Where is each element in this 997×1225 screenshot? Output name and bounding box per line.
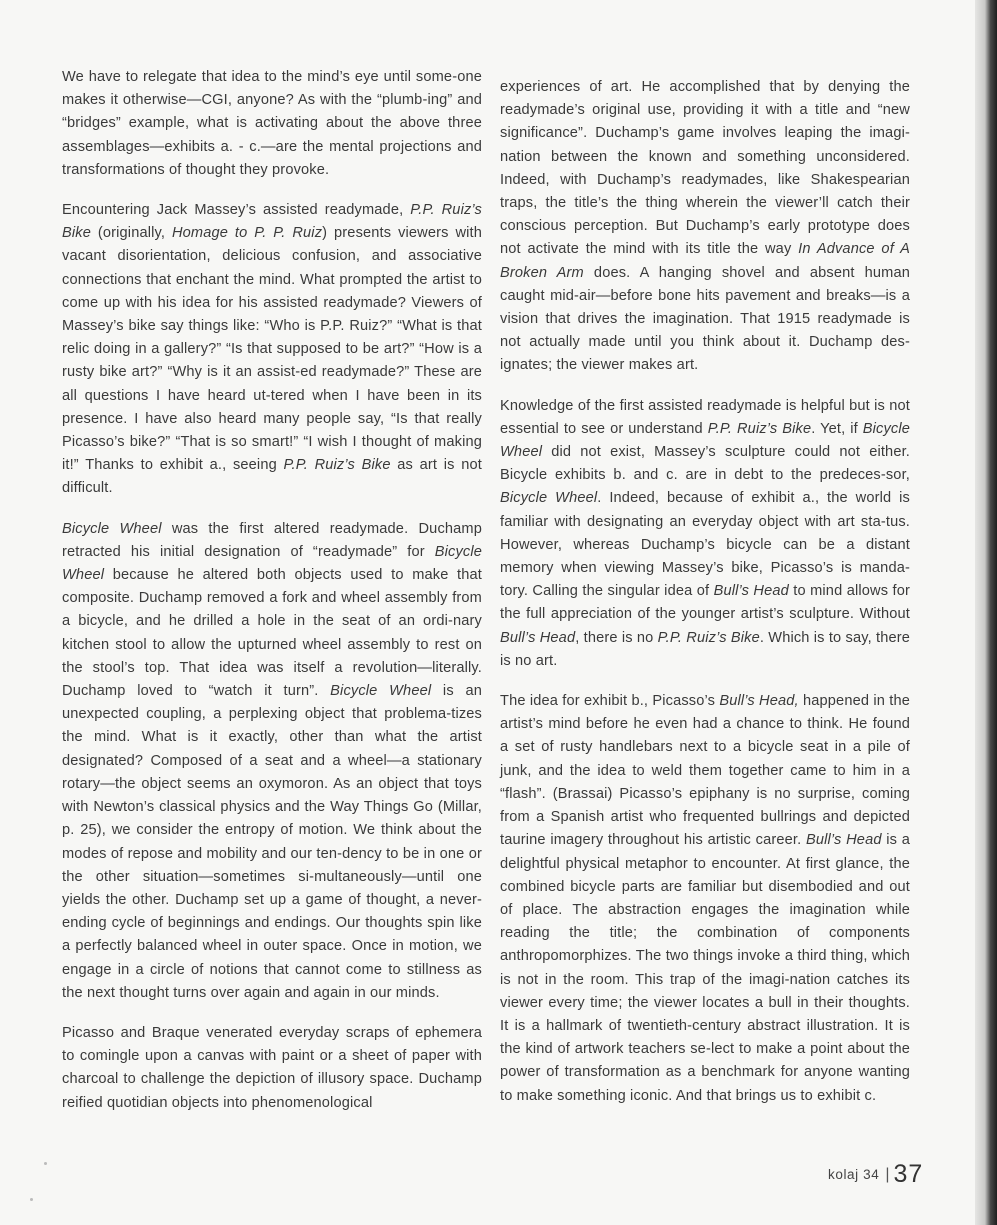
- artwork-title: Bull’s Head,: [719, 693, 799, 710]
- paper-speck: [44, 1162, 47, 1165]
- artwork-title: Bicycle Wheel: [62, 543, 482, 584]
- left-paragraph-2: Encountering Jack Massey’s assisted readymade, P.P. Ruiz’s Bike (originally, Homage to P. P. Ruiz) presents viewers with vacant disorientation, delicious confusion, and associative connections that enchant the mind. What prompted the artist to come up with his idea for his assisted readymade? Viewers of Massey’s bike say things like: “Who is P.P. Ruiz?” “What is that relic doing in a gallery?” “Is that supposed to be art?” “How is a rusty bike art?” “Why is it an assist-ed readymade?” These are all questions I have heard ut-tered when I have been in its presence. I have also heard many people say, “Is that really Picasso’s bike?” “That is so smart!” “I wish I thought of making it!” Thanks to exhibit a., seeing P.P. Ruiz’s Bike as art is not difficult.: [62, 202, 482, 497]
- page-footer: [828, 1160, 923, 1189]
- artwork-title: Bicycle Wheel: [330, 683, 432, 700]
- artwork-title: Bicycle Wheel: [62, 520, 162, 537]
- left-paragraph-4: Picasso and Braque venerated everyday scraps of ephemera to comingle upon a canvas with paint or a sheet of paper with charcoal to challenge the depiction of illusory space. Duchamp reified quotidian objects into phenomenological: [62, 1024, 482, 1111]
- artwork-title: Bull’s Head: [500, 629, 576, 646]
- publication-name: kolaj 34: [828, 1167, 880, 1182]
- right-column: [500, 76, 910, 1125]
- artwork-title: In Advance of A Broken Arm: [500, 241, 910, 281]
- left-paragraph-3: Bicycle Wheel was the first altered readymade. Duchamp retracted his initial designation of “readymade” for Bicycle Wheel because he altered both objects used to make that composite. Duchamp removed a fork and wheel assembly from a bicycle, and he drilled a hole in the seat of an ordi-nary kitchen stool to allow the upturned wheel assembly to rest on the stool’s top. That idea was itself a revolution—literally. Duchamp loved to “watch it turn”. Bicycle Wheel is an unexpected coupling, a perplexing object that problema-tizes the mind. What is it exactly, other than what the artist designated? Composed of a seat and a wheel—a stationary rotary—the object seems an oxymoron. As an object that toys with Newton’s classical physics and the Way Things Go (Millar, p. 25), we consider the entropy of motion. We think about the modes of repose and mobility and our ten-dency to be in one or the other situation—sometimes si-multaneously—until one yields the other. Duchamp set up a game of thought, a never-ending cycle of beginnings and endings. Our thoughts spin like a perfectly balanced wheel in outer space. Once in motion, we engage in a circle of notions that cannot come to stillness as the next thought turns over again and again in our minds.: [62, 520, 482, 1001]
- right-paragraph-1: experiences of art. He accomplished that by denying the readymade’s original use, providing it with a title and “new significance”. Duchamp’s game involves leaping the imagi-nation between the known and something unconsidered. Indeed, with Duchamp’s readymades, like Shakespearian traps, the title’s the thing wherein the viewer’ll catch their conscious perception. But Duchamp’s early prototype does not activate the mind with its title the way In Advance of A Broken Arm does. A hanging shovel and absent human caught mid-air—before bone hits pavement and breaks—is a vision that drives the imagination. That 1915 readymade is not actually made until you think about it. Duchamp des-ignates; the viewer makes art.: [500, 79, 910, 374]
- page-number: 37: [893, 1160, 924, 1188]
- artwork-title: P.P. Ruiz’s Bike: [283, 457, 391, 474]
- artwork-title: Bull’s Head: [713, 583, 789, 600]
- artwork-title: Homage to P. P. Ruiz: [171, 225, 323, 242]
- footer-separator: |: [885, 1165, 890, 1183]
- right-paragraph-3: The idea for exhibit b., Picasso’s Bull’s Head, happened in the artist’s mind before he even had a chance to think. He found a set of rusty handlebars next to a bicycle seat in a pile of junk, and the idea to weld them together came to him in a “flash”. (Brassai) Picasso’s epiphany is no surprise, coming from a Spanish artist who frequented bullrings and depicted taurine imagery throughout his artistic career. Bull’s Head is a delightful physical metaphor to encounter. At first glance, the combined bicycle parts are familiar but disembodied and out of place. The abstraction engages the imagination while reading the title; the combination of components anthropomorphizes. The two things invoke a third thing, which is not in the room. This trap of the imagi-nation catches its viewer every time; the viewer locates a bull in their thoughts. It is a hallmark of twentieth-century abstract illustration. It is the kind of artwork teachers se-lect to make a point about the power of transformation as a benchmark for anyone wanting to make something iconic. And that brings us to exhibit c.: [500, 693, 911, 1104]
- paper-speck: [30, 1198, 33, 1201]
- binding-shadow: [975, 0, 997, 1225]
- left-column: [62, 66, 482, 1132]
- right-paragraph-2: Knowledge of the first assisted readymade is helpful but is not essential to see or understand P.P. Ruiz’s Bike. Yet, if Bicycle Wheel did not exist, Massey’s sculpture could not either. Bicycle exhibits b. and c. are in debt to the predeces-sor, Bicycle Wheel. Indeed, because of exhibit a., the world is familiar with designating an everyday object with art sta-tus. However, whereas Duchamp’s bicycle can be a distant memory when viewing Massey’s bike, Picasso’s is manda-tory. Calling the singular idea of Bull’s Head to mind allows for the full appreciation of the younger artist’s sculpture. Without Bull’s Head, there is no P.P. Ruiz’s Bike. Which is to say, there is no art.: [500, 397, 911, 669]
- artwork-title: P.P. Ruiz’s Bike: [62, 202, 482, 242]
- artwork-title: Bull’s Head: [805, 832, 882, 849]
- artwork-title: P.P. Ruiz’s Bike: [707, 420, 812, 437]
- artwork-title: Bicycle Wheel: [500, 420, 910, 461]
- left-paragraph-1: We have to relegate that idea to the mind’s eye until some-one makes it otherwise—CGI, anyone? As with the “plumb-ing” and “bridges” example, what is activating about the above three assemblages—exhibits a. - c.—are the mental projections and transformations of thought they provoke.: [62, 69, 482, 178]
- artwork-title: Bicycle Wheel: [500, 490, 598, 507]
- artwork-title: P.P. Ruiz’s Bike: [657, 629, 760, 646]
